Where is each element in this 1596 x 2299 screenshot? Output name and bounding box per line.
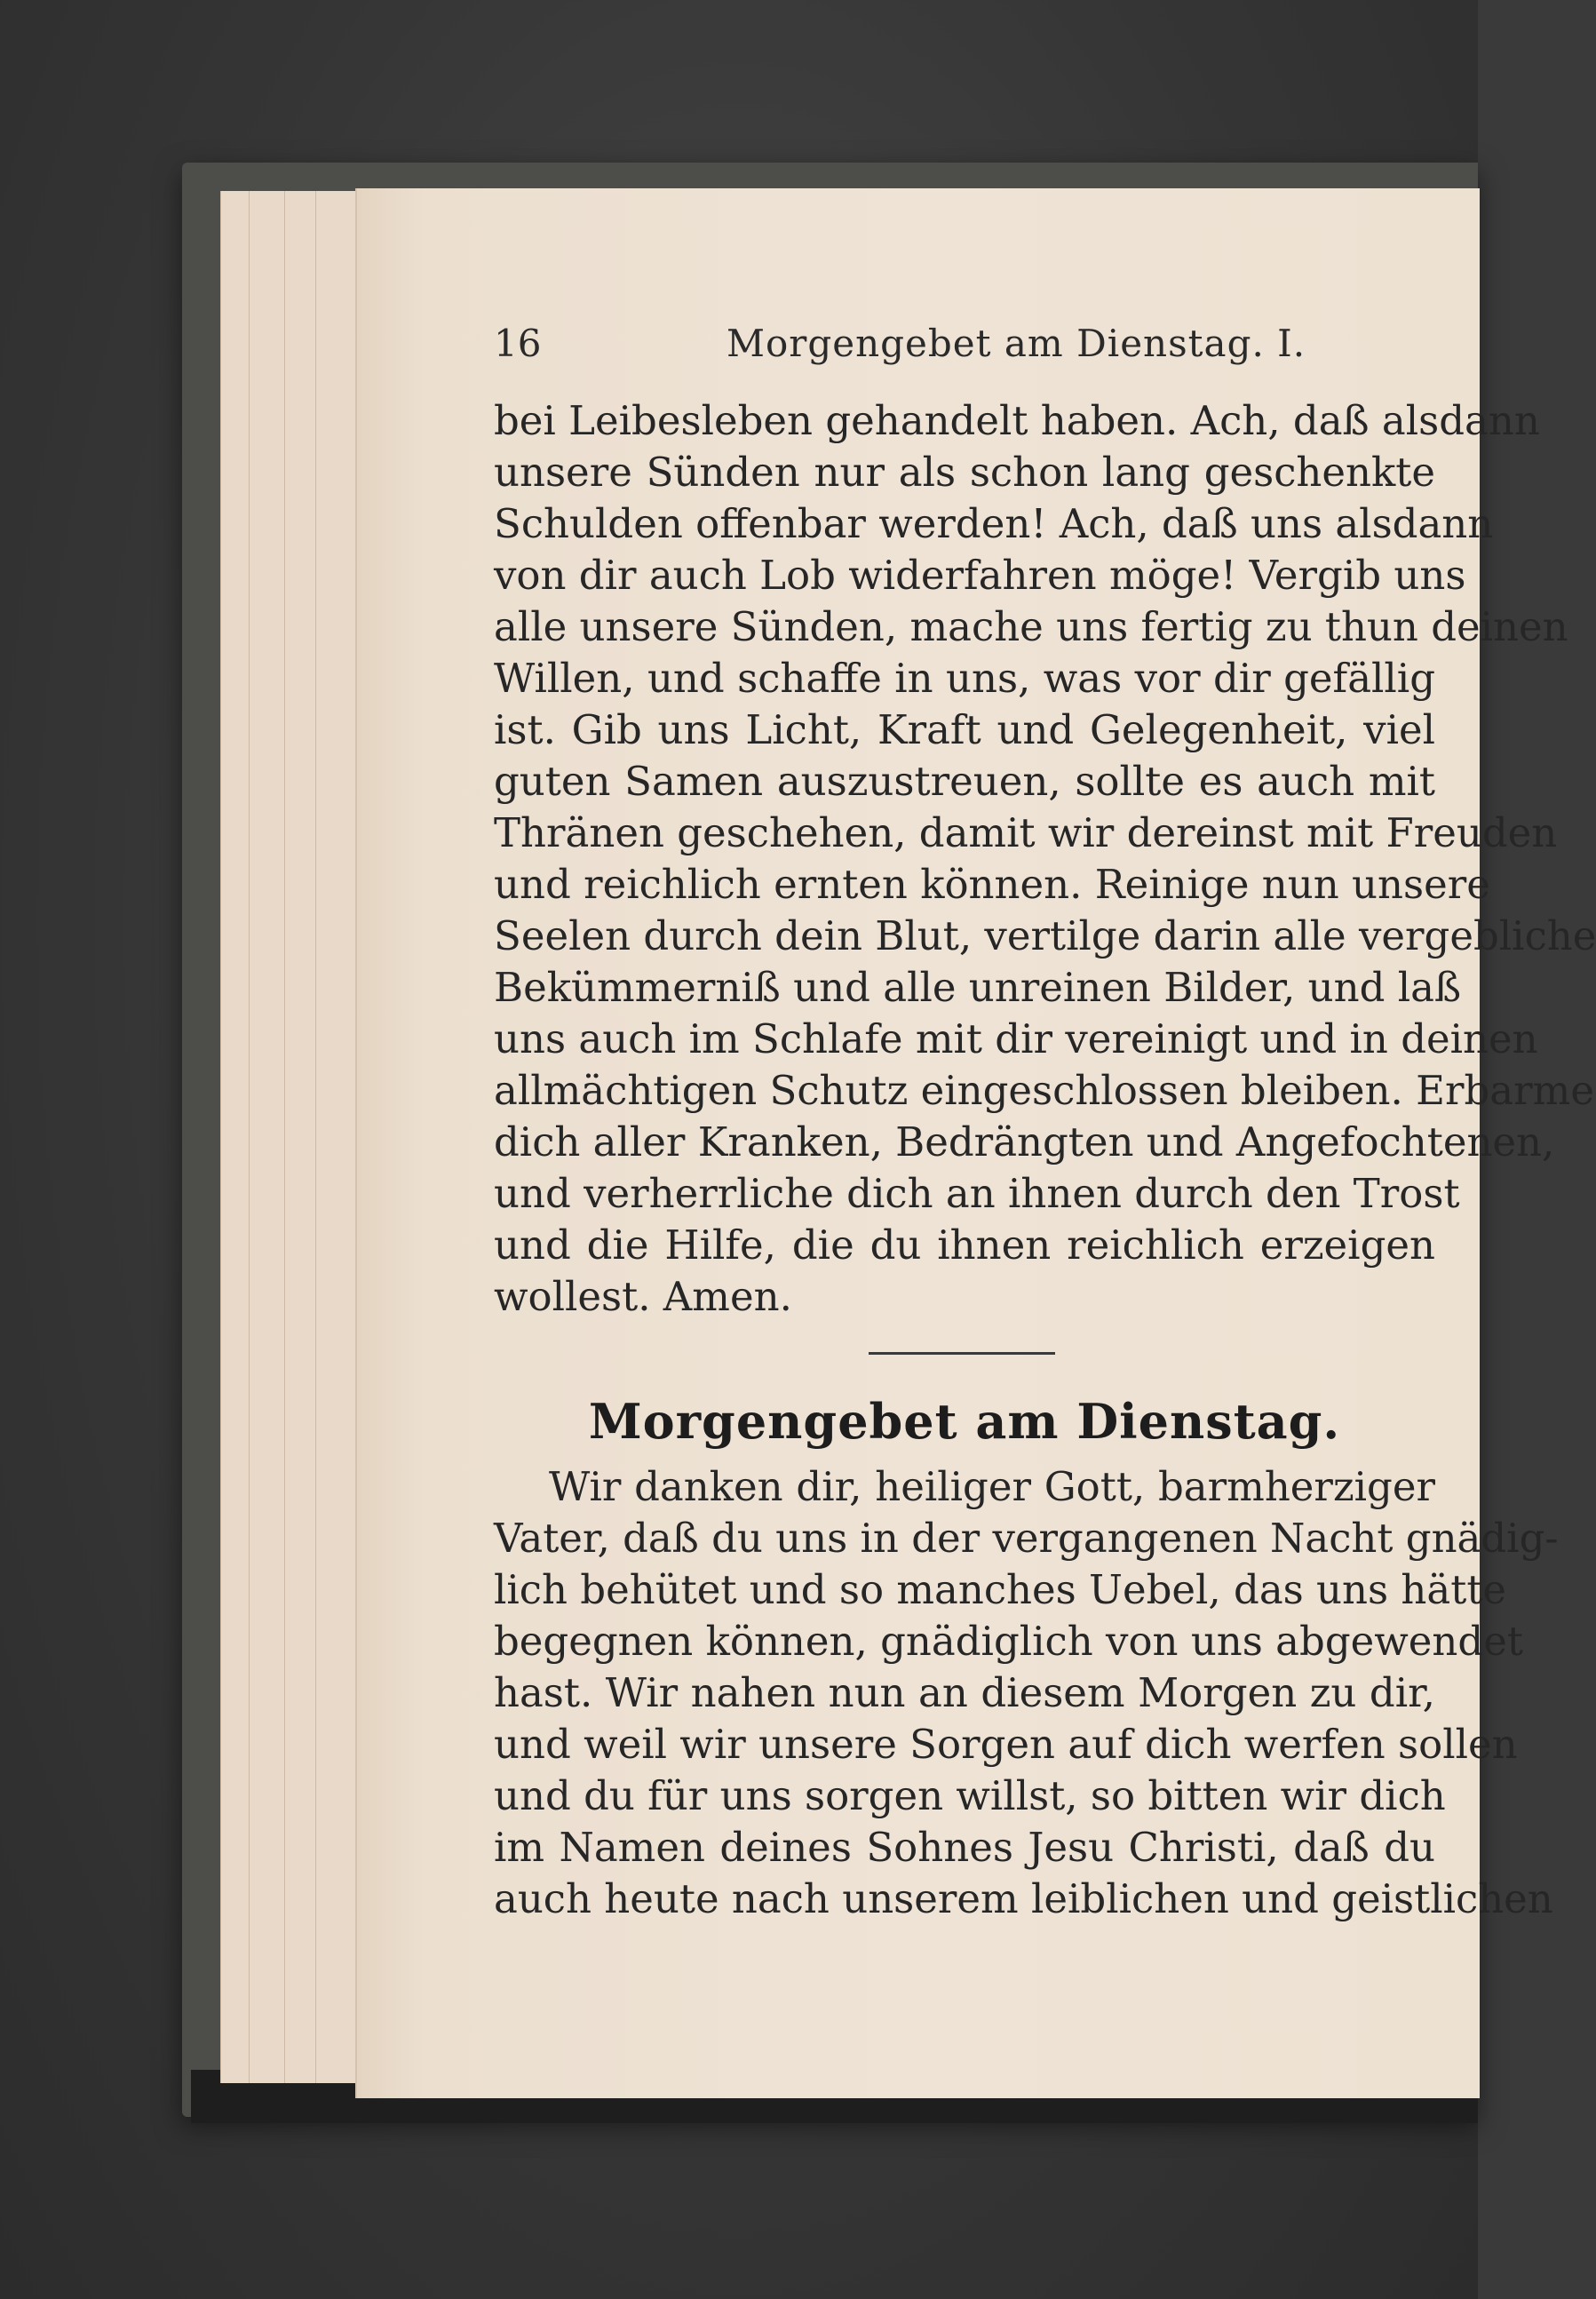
paragraph-1 (494, 395, 1596, 1323)
text-line: Vater, daß du uns in der vergangenen Nacht gnädig- (494, 1515, 1559, 1562)
text-line: im Namen deines Sohnes Jesu Christi, daß du (494, 1824, 1435, 1871)
text-line: und du für uns sorgen willst, so bitten wir dich (494, 1772, 1446, 1819)
text-line: allmächtigen Schutz eingeschlossen bleiben. Erbarme (494, 1067, 1594, 1114)
text-line: dich aller Kranken, Bedrängten und Angefochtenen, (494, 1118, 1555, 1165)
page-edge (315, 191, 361, 2083)
text-line: begegnen können, gnädiglich von uns abgewendet (494, 1618, 1523, 1665)
text-line: Bekümmerniß und alle unreinen Bilder, und laß (494, 964, 1462, 1011)
paragraph-2 (494, 1461, 1559, 1925)
text-line: alle unsere Sünden, mache uns fertig zu thun deinen (494, 603, 1568, 650)
running-title: Morgengebet am Dienstag. I. (727, 322, 1306, 365)
text-line: uns auch im Schlafe mit dir vereinigt und in deinen (494, 1015, 1538, 1062)
section-divider (869, 1352, 1055, 1355)
text-line: Willen, und schaffe in uns, was vor dir gefällig (494, 655, 1435, 702)
text-line: bei Leibesleben gehandelt haben. Ach, daß alsdann (494, 397, 1540, 444)
text-line: guten Samen auszustreuen, sollte es auch mit (494, 758, 1435, 805)
text-line: von dir auch Lob widerfahren möge! Vergib uns (494, 552, 1466, 599)
text-line: Wir danken dir, heiliger Gott, barmherziger (549, 1463, 1435, 1510)
text-line: unsere Sünden nur als schon lang geschenkte (494, 449, 1435, 496)
text-line: wollest. Amen. (494, 1273, 792, 1320)
text-line: lich behütet und so manches Uebel, das uns hätte (494, 1566, 1507, 1613)
page-edge (249, 191, 285, 2083)
section-heading: Morgengebet am Dienstag. (588, 1393, 1341, 1450)
text-line: Thränen geschehen, damit wir dereinst mit Freuden (494, 809, 1558, 856)
text-line: und reichlich ernten können. Reinige nun unsere (494, 861, 1490, 908)
page-number: 16 (494, 322, 542, 365)
text-line: hast. Wir nahen nun an diesem Morgen zu dir, (494, 1669, 1435, 1716)
running-head (494, 322, 1462, 375)
text-line: Seelen durch dein Blut, vertilge darin alle vergebliche (494, 912, 1596, 959)
text-line: und die Hilfe, die du ihnen reichlich erzeigen (494, 1221, 1435, 1269)
text-line: und weil wir unsere Sorgen auf dich werfen sollen (494, 1721, 1518, 1768)
text-line: auch heute nach unserem leiblichen und geistlichen (494, 1875, 1553, 1922)
text-line: ist. Gib uns Licht, Kraft und Gelegenheit, viel (494, 706, 1435, 753)
text-line: und verherrliche dich an ihnen durch den Trost (494, 1170, 1460, 1217)
text-line: Schulden offenbar werden! Ach, daß uns alsdann (494, 500, 1494, 547)
